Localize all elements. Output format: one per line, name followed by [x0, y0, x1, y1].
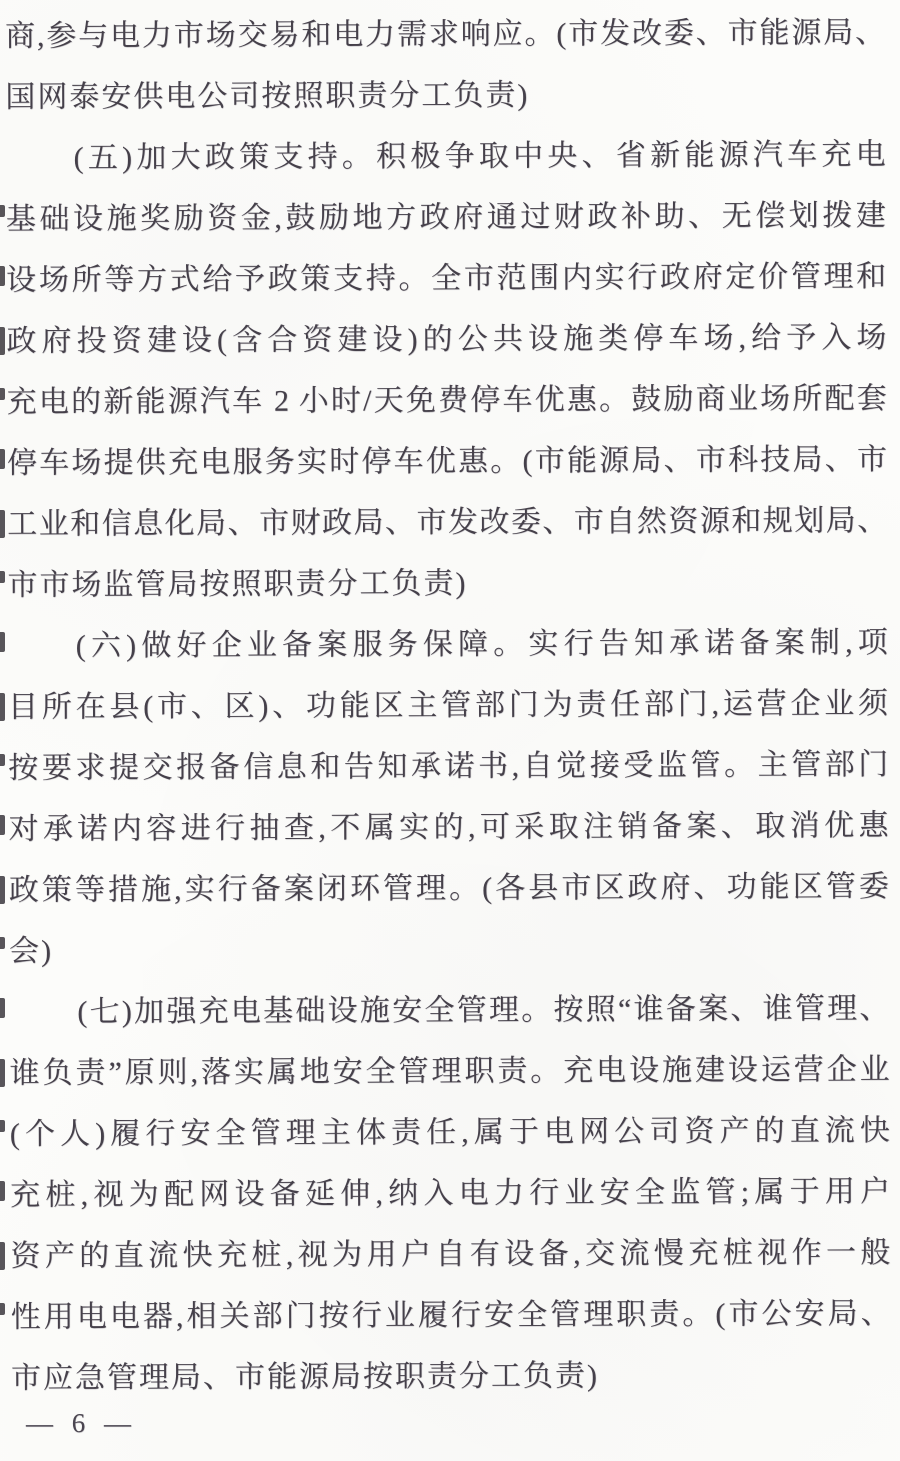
text-line: 国网泰安供电公司按照职责分工负责) — [5, 78, 530, 114]
text-line: 充电的新能源汽车 2 小时/天免费停车优惠。鼓励商业场所配套 — [6, 382, 887, 419]
text-line: 基础设施奖励资金,鼓励地方政府通过财政补助、无偿划拨建 — [5, 199, 886, 236]
text-line: 政府投资建设(含合资建设)的公共设施类停车场,给予入场 — [6, 321, 887, 358]
text-line: (六)做好企业备案服务保障。实行告知承诺备案制,项 — [75, 626, 888, 663]
text-line: 性用电电器,相关部门按行业履行安全管理职责。(市公安局、 — [10, 1297, 891, 1334]
scan-edge-artifact — [0, 205, 5, 217]
text-line: 对承诺内容进行抽查,不属实的,可采取注销备案、取消优惠 — [8, 809, 889, 846]
scan-edge-artifact — [0, 1059, 5, 1087]
scan-edge-artifact — [0, 449, 5, 469]
scan-edge-artifact — [0, 1242, 5, 1270]
text-line: 按要求提交报备信息和告知承诺书,自觉接受监管。主管部门 — [8, 748, 889, 785]
scan-edge-artifact — [0, 754, 5, 766]
scan-edge-artifact — [0, 388, 5, 400]
scan-edge-artifact — [0, 571, 5, 583]
text-line: 会) — [8, 934, 54, 968]
text-line: (五)加大政策支持。积极争取中央、省新能源汽车充电 — [73, 138, 886, 175]
scan-edge-artifact — [0, 1181, 5, 1201]
page-number: — 6 — — [26, 1408, 137, 1438]
text-line: 资产的直流快充桩,视为用户自有设备,交流慢充桩视作一般 — [10, 1236, 891, 1273]
scan-edge-artifact — [0, 327, 5, 355]
text-line: 目所在县(市、区)、功能区主管部门为责任部门,运营企业须 — [7, 687, 889, 724]
scan-edge-artifact — [0, 937, 5, 949]
text-line: (七)加强充电基础设施安全管理。按照“谁备案、谁管理、 — [77, 992, 890, 1029]
scan-edge-artifact — [0, 1120, 5, 1132]
text-line: 谁负责”原则,落实属地安全管理职责。充电设施建设运营企业 — [9, 1053, 890, 1090]
text-line: 工业和信息化局、市财政局、市发改委、市自然资源和规划局、 — [7, 504, 888, 541]
scan-edge-artifact — [0, 632, 5, 652]
text-line: (个人)履行安全管理主体责任,属于电网公司资产的直流快 — [9, 1114, 890, 1151]
document-body — [5, 2, 891, 1409]
scan-edge-artifact — [0, 510, 5, 538]
scan-edge-artifact — [0, 815, 5, 835]
scan-edge-artifact — [0, 693, 5, 721]
text-line: 市市场监管局按照职责分工负责) — [7, 566, 468, 602]
scan-edge-artifact — [0, 266, 5, 286]
text-line: 市应急管理局、市能源局按职责分工负责) — [10, 1359, 599, 1395]
text-line: 商,参与电力市场交易和电力需求响应。(市发改委、市能源局、 — [5, 16, 886, 53]
scan-edge-artifact — [0, 876, 5, 904]
text-line: 充桩,视为配网设备延伸,纳入电力行业安全监管;属于用户 — [10, 1175, 891, 1212]
text-line: 停车场提供充电服务实时停车优惠。(市能源局、市科技局、市 — [6, 443, 888, 480]
text-line: 设场所等方式给予政策支持。全市范围内实行政府定价管理和 — [6, 260, 887, 297]
scan-edge-artifact — [0, 998, 5, 1018]
text-line: 政策等措施,实行备案闭环管理。(各县市区政府、功能区管委 — [8, 870, 889, 907]
scan-edge-artifact — [0, 1303, 5, 1315]
